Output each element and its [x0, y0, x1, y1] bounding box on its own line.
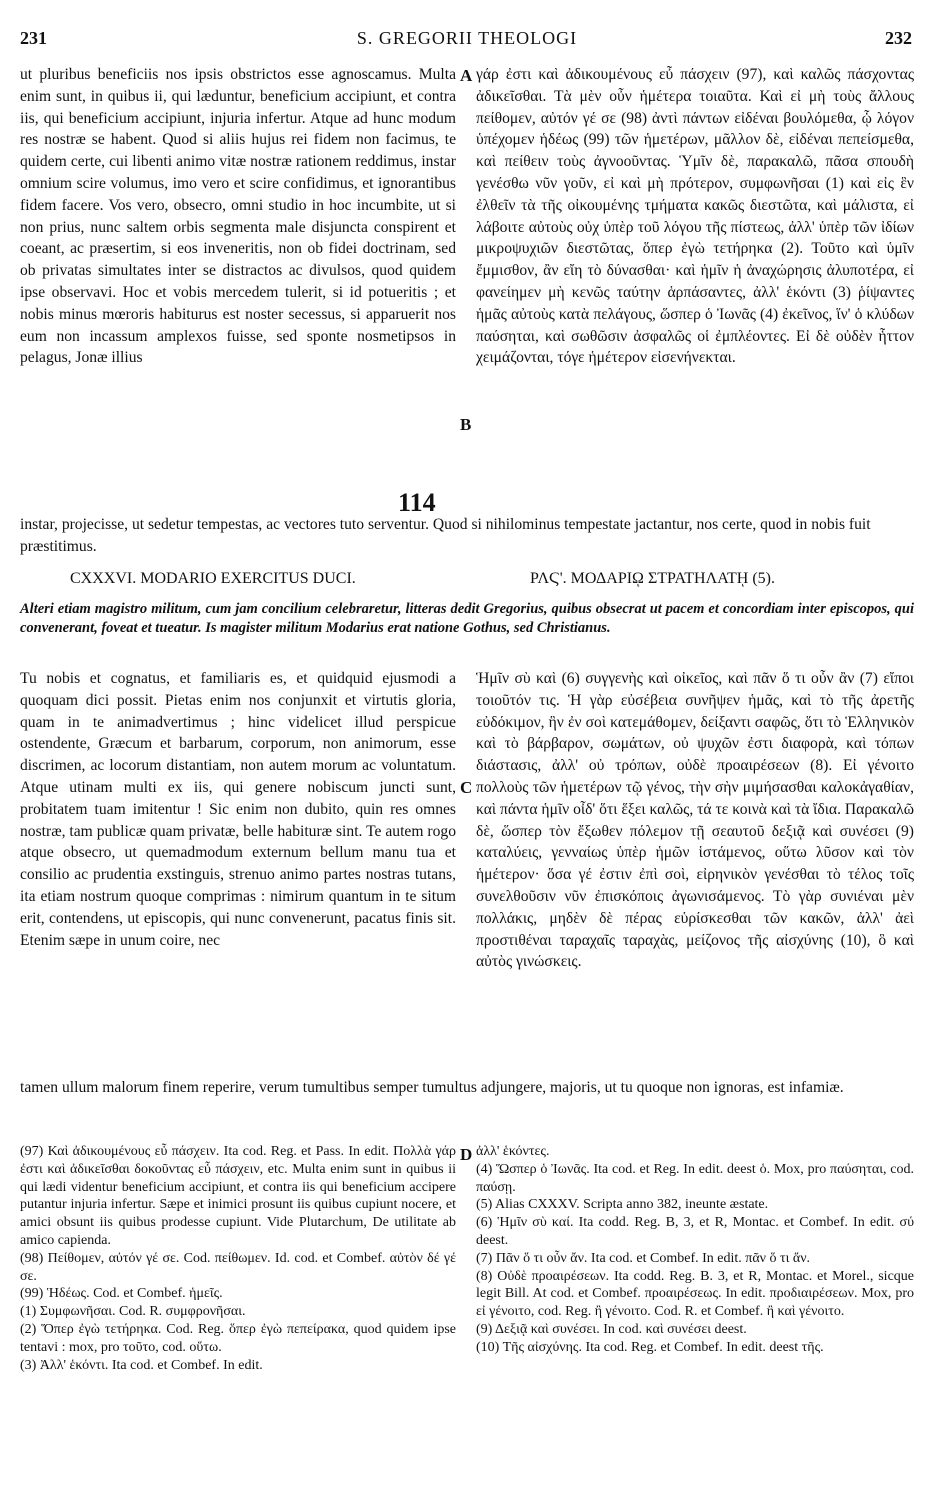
greek-column-top: γάρ ἐστι καὶ ἀδικουμένους εὖ πάσχειν (97), καὶ καλῶς πάσχοντας ἀδικεῖσθαι. Τὰ μὲν οὖν ἡμέτερα τοιαῦτα. Καὶ εἰ μὴ τοὺς ἄλλους πείθομεν, αὐτόν γέ σε (98) ἀντὶ πάντων εἰδέναι βουλόμεθα, ᾧ λόγον ὑπέχομεν ἡδέως (99) τῶν ἡμετέρων, μᾶλλον δὲ, εἰδέναι πεπείσμεθα, καὶ πείθειν τοὺς ἀγνοοῦντας. Ὑμῖν δὲ, παρακαλῶ, πᾶσα σπουδὴ γενέσθω νῦν γοῦν, εἰ καὶ μὴ πρότερον, συμφωνῆσαι (1) καὶ εἰς ἓν ἐλθεῖν τὰ τῆς οἰκουμένης τμήματα κακῶς διεστῶτα, καὶ μάλιστα, εἰ λάβοιτε αὐτοὺς οὐχ ὑπὲρ τοῦ λόγου τῆς πίστεως, ἀλλ' ὑπὲρ τῶν ἰδίων μικροψυχιῶν διεστῶτας, ὅπερ ἐγὼ τετήρηκα (2). Τοῦτο καὶ ὑμῖν ἔμμισθον, ἂν εἴη τὸ δύνασθαι· καὶ ἡμῖν ἡ ἀναχώρησις ἀλυποτέρα, εἰ φανείημεν μὴ κενῶς ταύτην ἁρπάσαντες, ἀλλ' ἑκόντι (3) ῥίψαντες ἡμᾶς αὐτοὺς κατὰ πελάγους, ὥσπερ ὁ Ἰωνᾶς (4) ἐκεῖνος, ἵν' ὁ κλύδων παύσηται, καὶ σωθῶσιν ἀσφαλῶς οἱ ἐμπλέοντες. Εἰ δὲ οὐδὲν ἧττον χειμάζονται, τόγε ἡμέτερον εἰσενήνεκται.	[476, 66, 914, 367]
page-number-right: 232	[885, 28, 912, 48]
footnote: ἀλλ' ἑκόντες.	[476, 1144, 550, 1159]
footnote: (2) Ὅπερ ἐγὼ τετήρηκα. Cod. Reg. ὅπερ ἐγὼ πεπείρακα, quod quidem ipse tentavi : mox, pro τοῦτο, cod. οὕτω.	[20, 1321, 456, 1355]
footnote: (99) Ἡδέως. Cod. et Combef. ἡμεῖς.	[20, 1286, 223, 1302]
footnote: (6) Ἡμῖν σὺ καί. Ita codd. Reg. B, 3, et R, Montac. et Combef. In edit. σύ deest.	[476, 1215, 914, 1248]
footnote: (5) Alias CXXXV. Scripta anno 382, ineunte æstate.	[476, 1197, 769, 1213]
folio-number: 114	[398, 488, 436, 517]
latin-continuation-letter: tamen ullum malorum finem reperire, verum tumultibus semper tumultus adjungere, majoris, ut tu quoque non ignoras, est infamiæ.	[20, 1079, 844, 1096]
latin-section-heading: CXXXVI. MODARIO EXERCITUS DUCI.	[70, 570, 356, 587]
greek-section-heading: ΡΛϚ'. ΜΟΔΑΡΙῼ ΣΤΡΑΤΗΛΑΤῌ (5).	[530, 570, 775, 587]
latin-column-letter: Tu nobis et cognatus, et familiaris es, et quidquid ejusmodi a quoquam dici possit. Pietas enim nos conjunxit et virtutis gloria, quam in te animadvertimus ; hinc videlicet illud perspicue ostendente, Græcum et barbarum, corporum, non animorum, esse discrimen, ac locorum distantiam, non autem morum ac voluntatum. Atque utinam multi ex iis, qui genere nobiscum juncti sunt, probitatem tuam imitentur ! Sic enim non dubito, quin res omnes nostræ, tam publicæ quam privatæ, belle habituræ sint. Te autem rogo atque obsecro, ut quemadmodum externum bellum manu tua et consilio ac prudentia exstinguis, strenuo animo partes nostras tutans, ita etiam nostrum quoque comprimas : nimirum quantum in te situm erit, contendens, ut episcopis, qui nunc convenerunt, pacatus finis sit. Etenim sæpe in unum coire, nec	[20, 670, 456, 949]
latin-column-top: ut pluribus beneficiis nos ipsis obstrictos esse agnoscamus. Multa enim sunt, in quibus ii, qui læduntur, beneficium accipiunt, et contra iis, qui beneficium accipiunt, injuria infertur. Atque ad hunc modum res nostræ se habent. Quod si aliis hujus rei fidem non facimus, te quidem certe, cui libenti animo vitæ nostræ rationem reddimus, instar omnium scire volumus, imo vero et scire confidimus, et ignorantibus fidem facere. Vos vero, obsecro, omni studio in hoc incumbite, ut si non prius, nunc saltem orbis segmenta male disjuncta conspirent et coeant, ac præsertim, si eos inveneritis, non ob fidei doctrinam, sed ob privatas simultates inter se distractos ac divulsos, quod quidem ipse observavi. Hoc et vobis mercedem tulerit, si id potueritis ; et nobis minus mœroris habiturus est noster secessus, si apparuerit nos eum non incassum amplexos fuisse, sed sponte nosmetipsos in pelagus, Jonæ illius	[20, 66, 456, 367]
footnote: (3) Ἀλλ' ἑκόντι. Ita cod. et Combef. In edit.	[20, 1357, 263, 1373]
letter-summary: Alteri etiam magistro militum, cum jam concilium celebraretur, litteras dedit Gregorius, quibus obsecrat ut pacem et concordiam inter episcopos, qui convenerant, foveat et tueatur. Is magister militum Modarius erat natione Gothus, sed Christianus.	[20, 601, 914, 636]
footnote: (9) Δεξιᾷ καὶ συνέσει. In cod. καὶ συνέσει deest.	[476, 1321, 747, 1337]
running-title: S. GREGORII THEOLOGI	[356, 28, 578, 48]
footnotes-left	[20, 1143, 456, 1374]
footnote: (10) Τῆς αἰσχύνης. Ita cod. Reg. et Combef. In edit. deest τῆς.	[476, 1339, 824, 1355]
footnote: (7) Πᾶν ὅ τι οὖν ἄν. Ita cod. et Combef. In edit. πᾶν ὅ τι ἄν.	[476, 1250, 811, 1266]
footnote: (98) Πείθομεν, αὐτόν γέ σε. Cod. πείθωμεν. Id. cod. et Combef. αὐτὸν δέ γέ σε.	[20, 1250, 456, 1284]
footnote: (8) Οὐδὲ προαιρέσεων. Ita codd. Reg. B. 3, et R, Montac. et Morel., sicque legit Bill. At cod. et Combef. προαιρέσεως. In edit. προδιαιρέσεων. Mox, pro εἰ γένοιτο, cod. Reg. ἢ γένοιτο. Cod. R. et Combef. ἢ καὶ γένοιτο.	[476, 1268, 914, 1320]
marker-a: A	[460, 66, 473, 85]
marker-d: D	[460, 1145, 473, 1164]
marker-c: C	[460, 778, 473, 797]
footnote: (4) Ὥσπερ ὁ Ἰωνᾶς. Ita cod. et Reg. In edit. deest ὁ. Mox, pro παύσηται, cod. παύσῃ.	[476, 1161, 914, 1195]
greek-column-letter: Ἡμῖν σὺ καὶ (6) συγγενὴς καὶ οἰκεῖος, καὶ πᾶν ὅ τι οὖν ἂν (7) εἴποι τοιοῦτόν τις. Ἡ γὰρ εὐσέβεια συνῆψεν ἡμᾶς, καὶ τὸ τῆς ἀρετῆς εὐδόκιμον, ἣν ἐν σοὶ κατεμάθομεν, δείξαντι σαφῶς, ὅτι τὸ Ἑλληνικὸν καὶ τὸ βάρβαρον, σωμάτων, οὐ ψυχῶν ἐστι διαφορὰ, καὶ τόπων διάστασις, ἀλλ' οὐ τρόπων, οὐδὲ προαιρέσεων (8). Εἰ γένοιτο πολλοὺς τῶν ἡμετέρων τῷ γένος, τὴν σὴν μιμήσασθαι καλοκἀγαθίαν, καὶ πάντα ἡμῖν οἶδ' ὅτι ἕξει καλῶς, τά τε κοινὰ καὶ τὰ ἴδια. Παρακαλῶ δὲ, ὥσπερ τὸν ἔξωθεν πόλεμον τῇ σεαυτοῦ δεξιᾷ καὶ συνέσει (9) καταλύεις, γενναίως ὑπὲρ ἡμῶν ἱστάμενος, οὕτω λῦσον καὶ τὸν ἡμέτερον· ὅσα γέ ἐστιν ἐπὶ σοὶ, εἰρηνικὸν γενέσθαι τὸ τέλος τοῖς συνελθοῦσιν νῦν ἐπισκόποις ἀγωνισάμενος. Τὸ γὰρ συνιέναι μὲν πολλάκις, μηδὲν δὲ πέρας εὑρίσκεσθαι τῶν κακῶν, ἀλλ' ἀεὶ προστιθέναι ταραχαῖς ταραχὰς, μείζονος τῆς αἰσχύνης (10), ὃ καὶ αὐτὸς γινώσκεις.	[476, 670, 914, 971]
footnote: (1) Συμφωνῆσαι. Cod. R. συμφρονῆσαι.	[20, 1304, 246, 1320]
latin-continuation-top: instar, projecisse, ut sedetur tempestas, ac vectores tuto serventur. Quod si nihilominus tempestate jactantur, nos certe, quod in nobis fuit præstitimus.	[20, 516, 871, 555]
page-number-left: 231	[20, 28, 47, 48]
footnotes-right	[476, 1143, 914, 1357]
footnote: (97) Καὶ ἀδικουμένους εὖ πάσχειν. Ita cod. Reg. et Pass. In edit. Πολλὰ γάρ ἐστι καὶ ἀδικεῖσθαι δοκοῦντας εὖ πάσχειν, etc. Multa enim sunt in quibus ii qui lædi videntur beneficium accipiunt, et contra iis qui beneficium accipere putantur injuria infertur. Sæpe et inimici prosunt iis quibus cupiunt nocere, et amici obsunt iis quibus prodesse cupiunt. Vide Plutarchum, De utilitate ab amico capienda.	[20, 1144, 456, 1248]
marker-b: B	[460, 415, 472, 434]
